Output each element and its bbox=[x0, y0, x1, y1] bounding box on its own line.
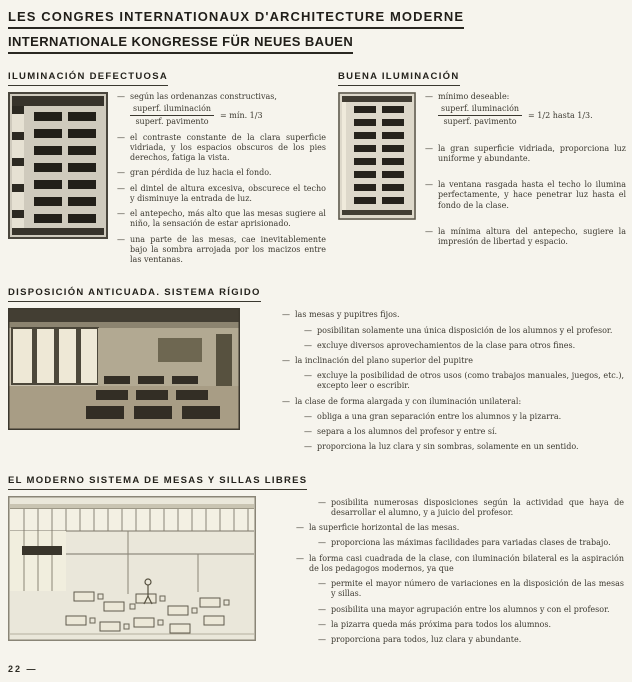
list-item: — la mínima altura del antepecho, sugiere la impresión de libertad y espacio. bbox=[425, 227, 626, 247]
list-item: — la gran superficie vidriada, proporciona luz uniforme y abundante. bbox=[425, 144, 626, 164]
list-item: — excluye diversos aprovechamientos de la clase para otros fines. bbox=[304, 341, 624, 351]
modern-system-figure-row bbox=[8, 496, 626, 651]
list-item: — proporciona las máximas facilidades para variadas clases de trabajo. bbox=[318, 538, 624, 548]
list-item: — las mesas y pupitres fijos. bbox=[282, 310, 624, 320]
list-item: — el contraste constante de la clara superficie vidriada, y los espacios obscuros de los pies derechos, fatiga la vista. bbox=[117, 133, 326, 164]
old-system-list bbox=[282, 310, 626, 457]
rule-intro: mínimo deseable: bbox=[438, 92, 510, 101]
old-system-section bbox=[8, 280, 626, 457]
list-item: — la forma casi cuadrada de la clase, con iluminación bilateral es la aspiración de los pedagogos modernos, ya que bbox=[296, 554, 624, 574]
fraction bbox=[438, 104, 626, 127]
good-lighting-heading: BUENA ILUMINACIÓN bbox=[338, 71, 460, 86]
old-system-heading: DISPOSICIÓN ANTICUADA. SISTEMA RÍGIDO bbox=[8, 287, 261, 302]
fraction bbox=[130, 104, 326, 127]
fraction-result: = mín. 1/3 bbox=[220, 110, 263, 120]
title-german: INTERNATIONALE KONGRESSE FÜR NEUES BAUEN bbox=[8, 34, 353, 54]
list-item: — excluye la posibilidad de otros usos (como trabajos manuales, juegos, etc.), excepto leer o escribir. bbox=[304, 371, 624, 391]
good-lighting-plan-image bbox=[338, 92, 416, 220]
page-number: 22 — bbox=[8, 664, 38, 674]
list-item: — una parte de las mesas, cae inevitablemente bajo la sombra arrojada por los macizos entre las ventanas. bbox=[117, 235, 326, 266]
bad-lighting-list bbox=[117, 92, 326, 270]
rule-intro: según las ordenanzas constructivas, bbox=[130, 92, 277, 101]
bad-lighting-heading: ILUMINACIÓN DEFECTUOSA bbox=[8, 71, 168, 86]
list-item: — obliga a una gran separación entre los alumnos y la pizarra. bbox=[304, 412, 624, 422]
list-item bbox=[117, 92, 326, 128]
title-french: LES CONGRES INTERNATIONAUX D'ARCHITECTURE MODERNE bbox=[8, 9, 464, 29]
modern-classroom-drawing bbox=[8, 496, 256, 641]
good-lighting-list bbox=[425, 92, 626, 263]
bad-lighting-column bbox=[8, 64, 326, 270]
list-item bbox=[425, 92, 626, 128]
fraction-numerator: superf. iluminación bbox=[130, 104, 214, 116]
bad-lighting-figure-row bbox=[8, 92, 326, 270]
list-item: — el dintel de altura excesiva, obscurece el techo y disminuye la entrada de luz. bbox=[117, 184, 326, 204]
old-system-figure-row bbox=[8, 308, 626, 457]
fraction-result: = 1/2 hasta 1/3. bbox=[528, 110, 593, 120]
list-item: — la ventana rasgada hasta el techo lo ilumina perfectamente, y hace penetrar luz hasta el fondo de la clase. bbox=[425, 180, 626, 211]
list-item: — permite el mayor número de variaciones en la disposición de las mesas y sillas. bbox=[318, 579, 624, 599]
modern-system-section bbox=[8, 468, 626, 651]
fraction-denominator: superf. pavimento bbox=[135, 117, 209, 127]
fraction-denominator: superf. pavimento bbox=[443, 117, 517, 127]
fraction-numerator: superf. iluminación bbox=[438, 104, 522, 116]
list-item: — proporciona para todos, luz clara y abundante. bbox=[318, 635, 624, 645]
list-item: — la pizarra queda más próxima para todos los alumnos. bbox=[318, 620, 624, 630]
list-item: — proporciona la luz clara y sin sombras, solamente en un sentido. bbox=[304, 442, 624, 452]
good-lighting-figure-row bbox=[338, 92, 626, 263]
good-lighting-column bbox=[326, 64, 626, 270]
modern-system-heading: EL MODERNO SISTEMA DE MESAS Y SILLAS LIBRES bbox=[8, 475, 307, 490]
modern-system-list bbox=[296, 498, 626, 651]
lighting-comparison-section bbox=[8, 64, 626, 270]
old-classroom-drawing bbox=[8, 308, 240, 430]
list-item: — la inclinación del plano superior del pupitre bbox=[282, 356, 624, 366]
list-item: — la clase de forma alargada y con iluminación unilateral: bbox=[282, 397, 624, 407]
list-item: — gran pérdida de luz hacia el fondo. bbox=[117, 168, 326, 178]
list-item: — posibilita numerosas disposiciones según la actividad que haya de desarrollar el alumno, y a juicio del profesor. bbox=[318, 498, 624, 518]
list-item: — el antepecho, más alto que las mesas sugiere al niño, la sensación de estar aprisionado. bbox=[117, 209, 326, 229]
list-item: — posibilitan solamente una única disposición de los alumnos y el profesor. bbox=[304, 326, 624, 336]
list-item: — separa a los alumnos del profesor y entre sí. bbox=[304, 427, 624, 437]
list-item: — posibilita una mayor agrupación entre los alumnos y con el profesor. bbox=[318, 605, 624, 615]
bad-lighting-plan-image bbox=[8, 92, 108, 239]
list-item: — la superficie horizontal de las mesas. bbox=[296, 523, 624, 533]
page-header bbox=[8, 6, 626, 54]
